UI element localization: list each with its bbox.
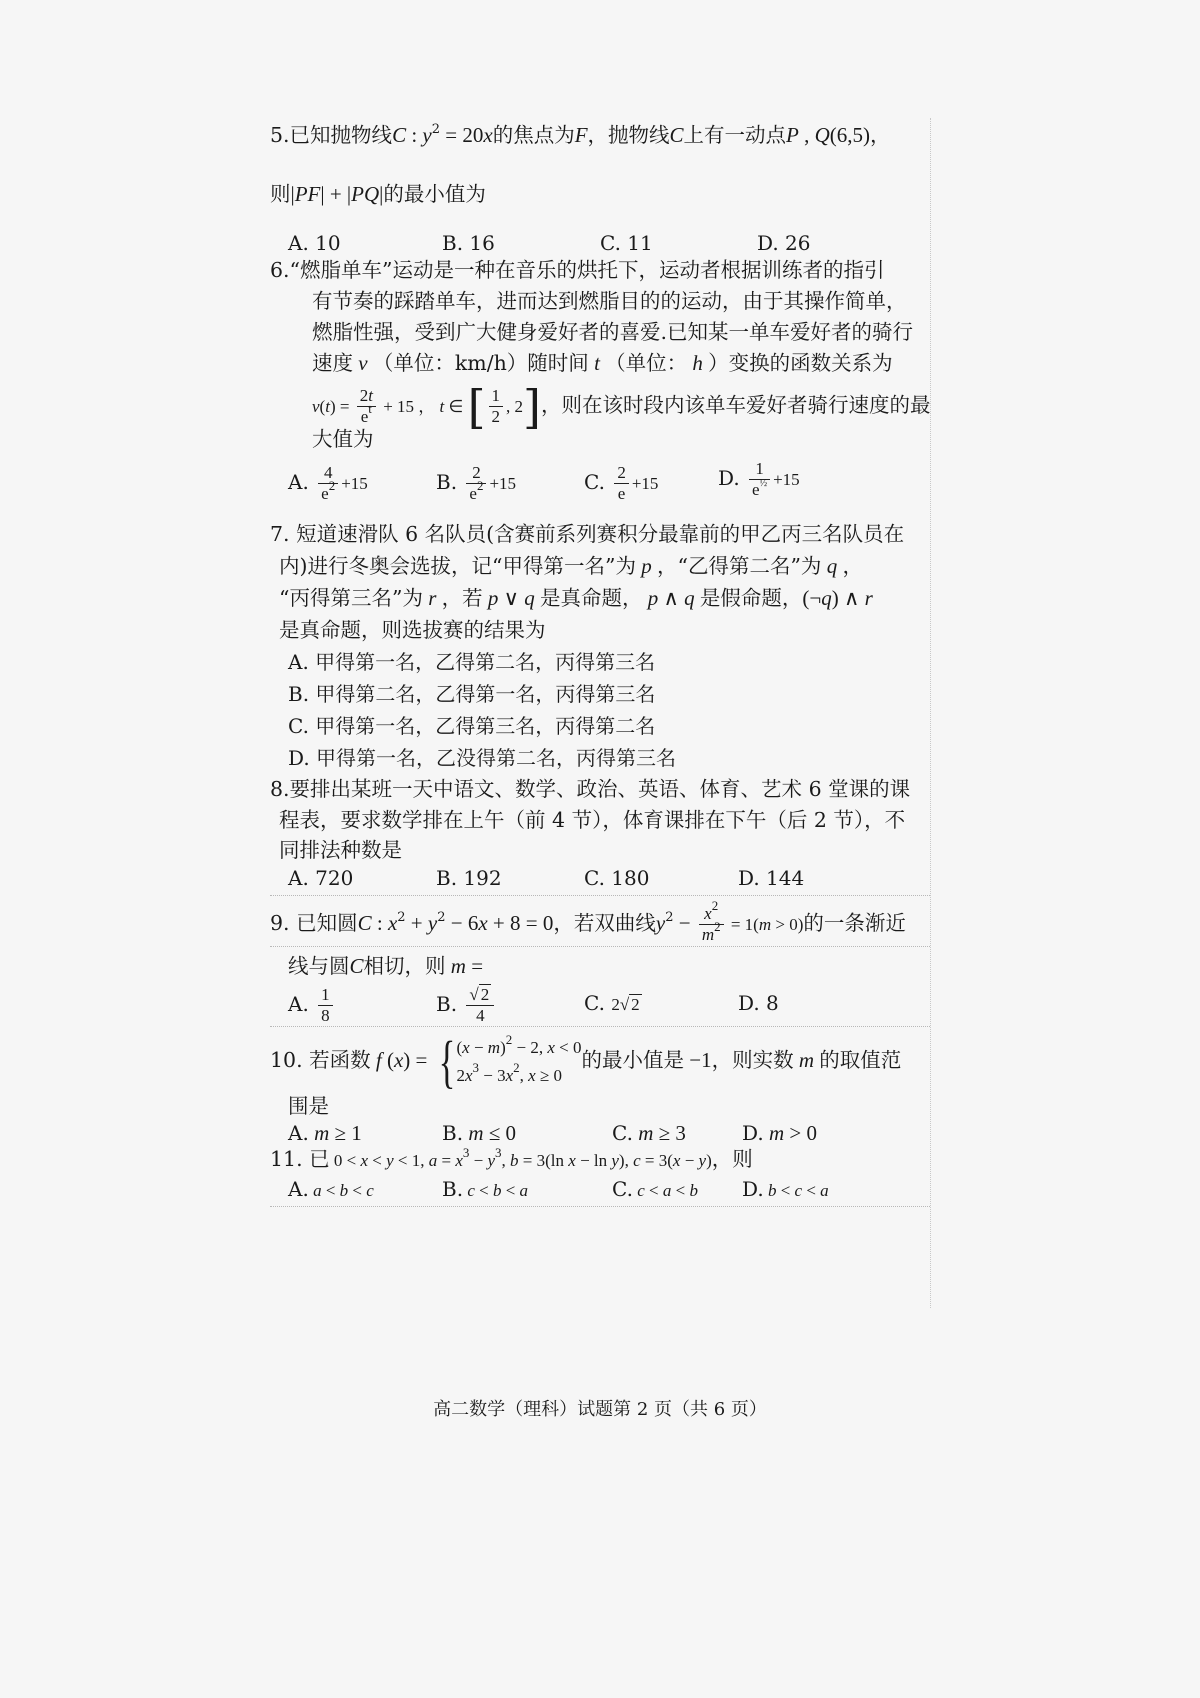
q6-line-3: 燃脂性强，受到广大健身爱好者的喜爱.已知某一单车爱好者的骑行 [312, 320, 914, 344]
q6-option-b[interactable]: B. $\frac{2}{e^2}$ +15 [436, 463, 517, 503]
q6-line-1: 6.“燃脂单车”运动是一种在音乐的烘托下，运动者根据训练者的指引 [270, 258, 885, 282]
q7-line-2: 内)进行冬奥会选拔，记“甲得第一名”为 p ，“乙得第二名”为 q ， [279, 554, 863, 578]
q8-option-b[interactable]: B. 192 [436, 866, 502, 890]
q11-option-d[interactable]: D. b < c < a [742, 1177, 829, 1201]
q9-line-1: 9. 已知圆C : $x^2 + y^2 - 6x + 8 = 0$，若双曲线$y^2$ − $\frac{x^2}{m^2}$ = 1(m > 0)的一条渐近 [270, 898, 906, 944]
q7-line-1: 7. 短道速滑队 6 名队员(含赛前系列赛积分最靠前的甲乙丙三名队员在 [270, 522, 905, 546]
q7-option-b[interactable]: B. 甲得第二名，乙得第一名，丙得第三名 [288, 682, 656, 706]
q5-line-2: 则|PF| + |PQ|的最小值为 [270, 182, 486, 206]
q9-line-2: 线与圆C相切，则 m = [288, 954, 484, 978]
q6-line-6: 大值为 [312, 427, 374, 451]
q5-option-d[interactable]: D. 26 [757, 231, 811, 255]
q5-option-c[interactable]: C. 11 [600, 231, 653, 255]
divider [270, 946, 930, 947]
page-footer: 高二数学（理科）试题第 2 页（共 6 页） [433, 1399, 767, 1420]
q6-option-d[interactable]: D. $\frac{1}{e^{\frac{1}{2}}}$ +15 [718, 459, 800, 499]
q5-option-b[interactable]: B. 16 [442, 231, 495, 255]
q8-option-d[interactable]: D. 144 [738, 866, 805, 890]
divider [270, 895, 930, 896]
q6-option-a[interactable]: A. $\frac{4}{e^2}$ +15 [288, 463, 368, 503]
divider [270, 1026, 930, 1027]
q5-option-a[interactable]: A. 10 [288, 231, 341, 255]
q11-option-b[interactable]: B. c < b < a [442, 1177, 529, 1201]
q8-line-1: 8.要排出某班一天中语文、数学、政治、英语、体育、艺术 6 堂课的课 [270, 777, 911, 801]
q6-line-2: 有节奏的踩踏单车，进而达到燃脂目的的运动，由于其操作简单， [312, 289, 907, 313]
q9-option-b[interactable]: B. $\frac{√ 2}{4}$ [436, 982, 497, 1026]
q7-option-c[interactable]: C. 甲得第一名，乙得第三名，丙得第二名 [288, 714, 656, 738]
q10-option-c[interactable]: C. m ≥ 3 [612, 1121, 686, 1145]
q10-line-1: 10. 若函数 f (x) = { $(x - m)^2 - 2$, x < 0 $2x^3 - 3x^2$, x ≥ 0 的最小值是 −1，则实数 m 的取值范 [270, 1028, 902, 1094]
q7-option-a[interactable]: A. 甲得第一名，乙得第二名，丙得第三名 [288, 650, 656, 674]
margin-dotted-line [930, 118, 931, 1308]
q6-line-4: 速度 v （单位：km/h）随时间 t （单位： h ）变换的函数关系为 [312, 351, 893, 375]
q8-line-2: 程表，要求数学排在上午（前 4 节），体育课排在下午（后 2 节），不 [279, 808, 906, 832]
divider [270, 1206, 930, 1207]
q11-option-c[interactable]: C. c < a < b [612, 1177, 698, 1201]
q8-option-c[interactable]: C. 180 [584, 866, 650, 890]
q7-line-4: 是真命题，则选拔赛的结果为 [279, 618, 546, 642]
q6-line-5: v(t) = $\frac{2t}{e^t}$ + 15 ， t ∈ [ $\frac{1}{2}$ , 2]，则在该时段内该单车爱好者骑行速度的最 [312, 379, 931, 434]
q7-option-d[interactable]: D. 甲得第一名，乙没得第二名，丙得第三名 [288, 746, 677, 770]
q8-line-3: 同排法种数是 [279, 838, 402, 862]
q11-line-1: 11. 已 0 < x < y < 1, $a = x^3 - y^3$, b = 3(ln x − ln y), c = 3(x − y)，则 [270, 1145, 753, 1171]
q11-option-a[interactable]: A. a < b < c [288, 1177, 374, 1201]
q6-option-c[interactable]: C. $\frac{2}{e}$ +15 [584, 463, 659, 503]
q10-option-d[interactable]: D. m > 0 [742, 1121, 817, 1145]
q5-line-1: 5.已知抛物线C : $y^2 = 20x$的焦点为F，抛物线C上有一动点P , Q(6,5)， [270, 122, 891, 147]
q9-option-a[interactable]: A. $\frac{1}{8}$ [288, 982, 336, 1026]
q7-line-3: “丙得第三名”为 r ，若 p ∨ q 是真命题， p ∧ q 是假命题，(¬q) ∧ r [279, 586, 873, 610]
q9-option-d[interactable]: D. 8 [738, 991, 779, 1015]
q10-option-a[interactable]: A. m ≥ 1 [288, 1121, 362, 1145]
q10-option-b[interactable]: B. m ≤ 0 [442, 1121, 517, 1145]
q8-option-a[interactable]: A. 720 [288, 866, 354, 890]
q10-line-2: 围是 [288, 1094, 329, 1118]
q9-option-c[interactable]: C. 2√ 2 [584, 991, 640, 1015]
